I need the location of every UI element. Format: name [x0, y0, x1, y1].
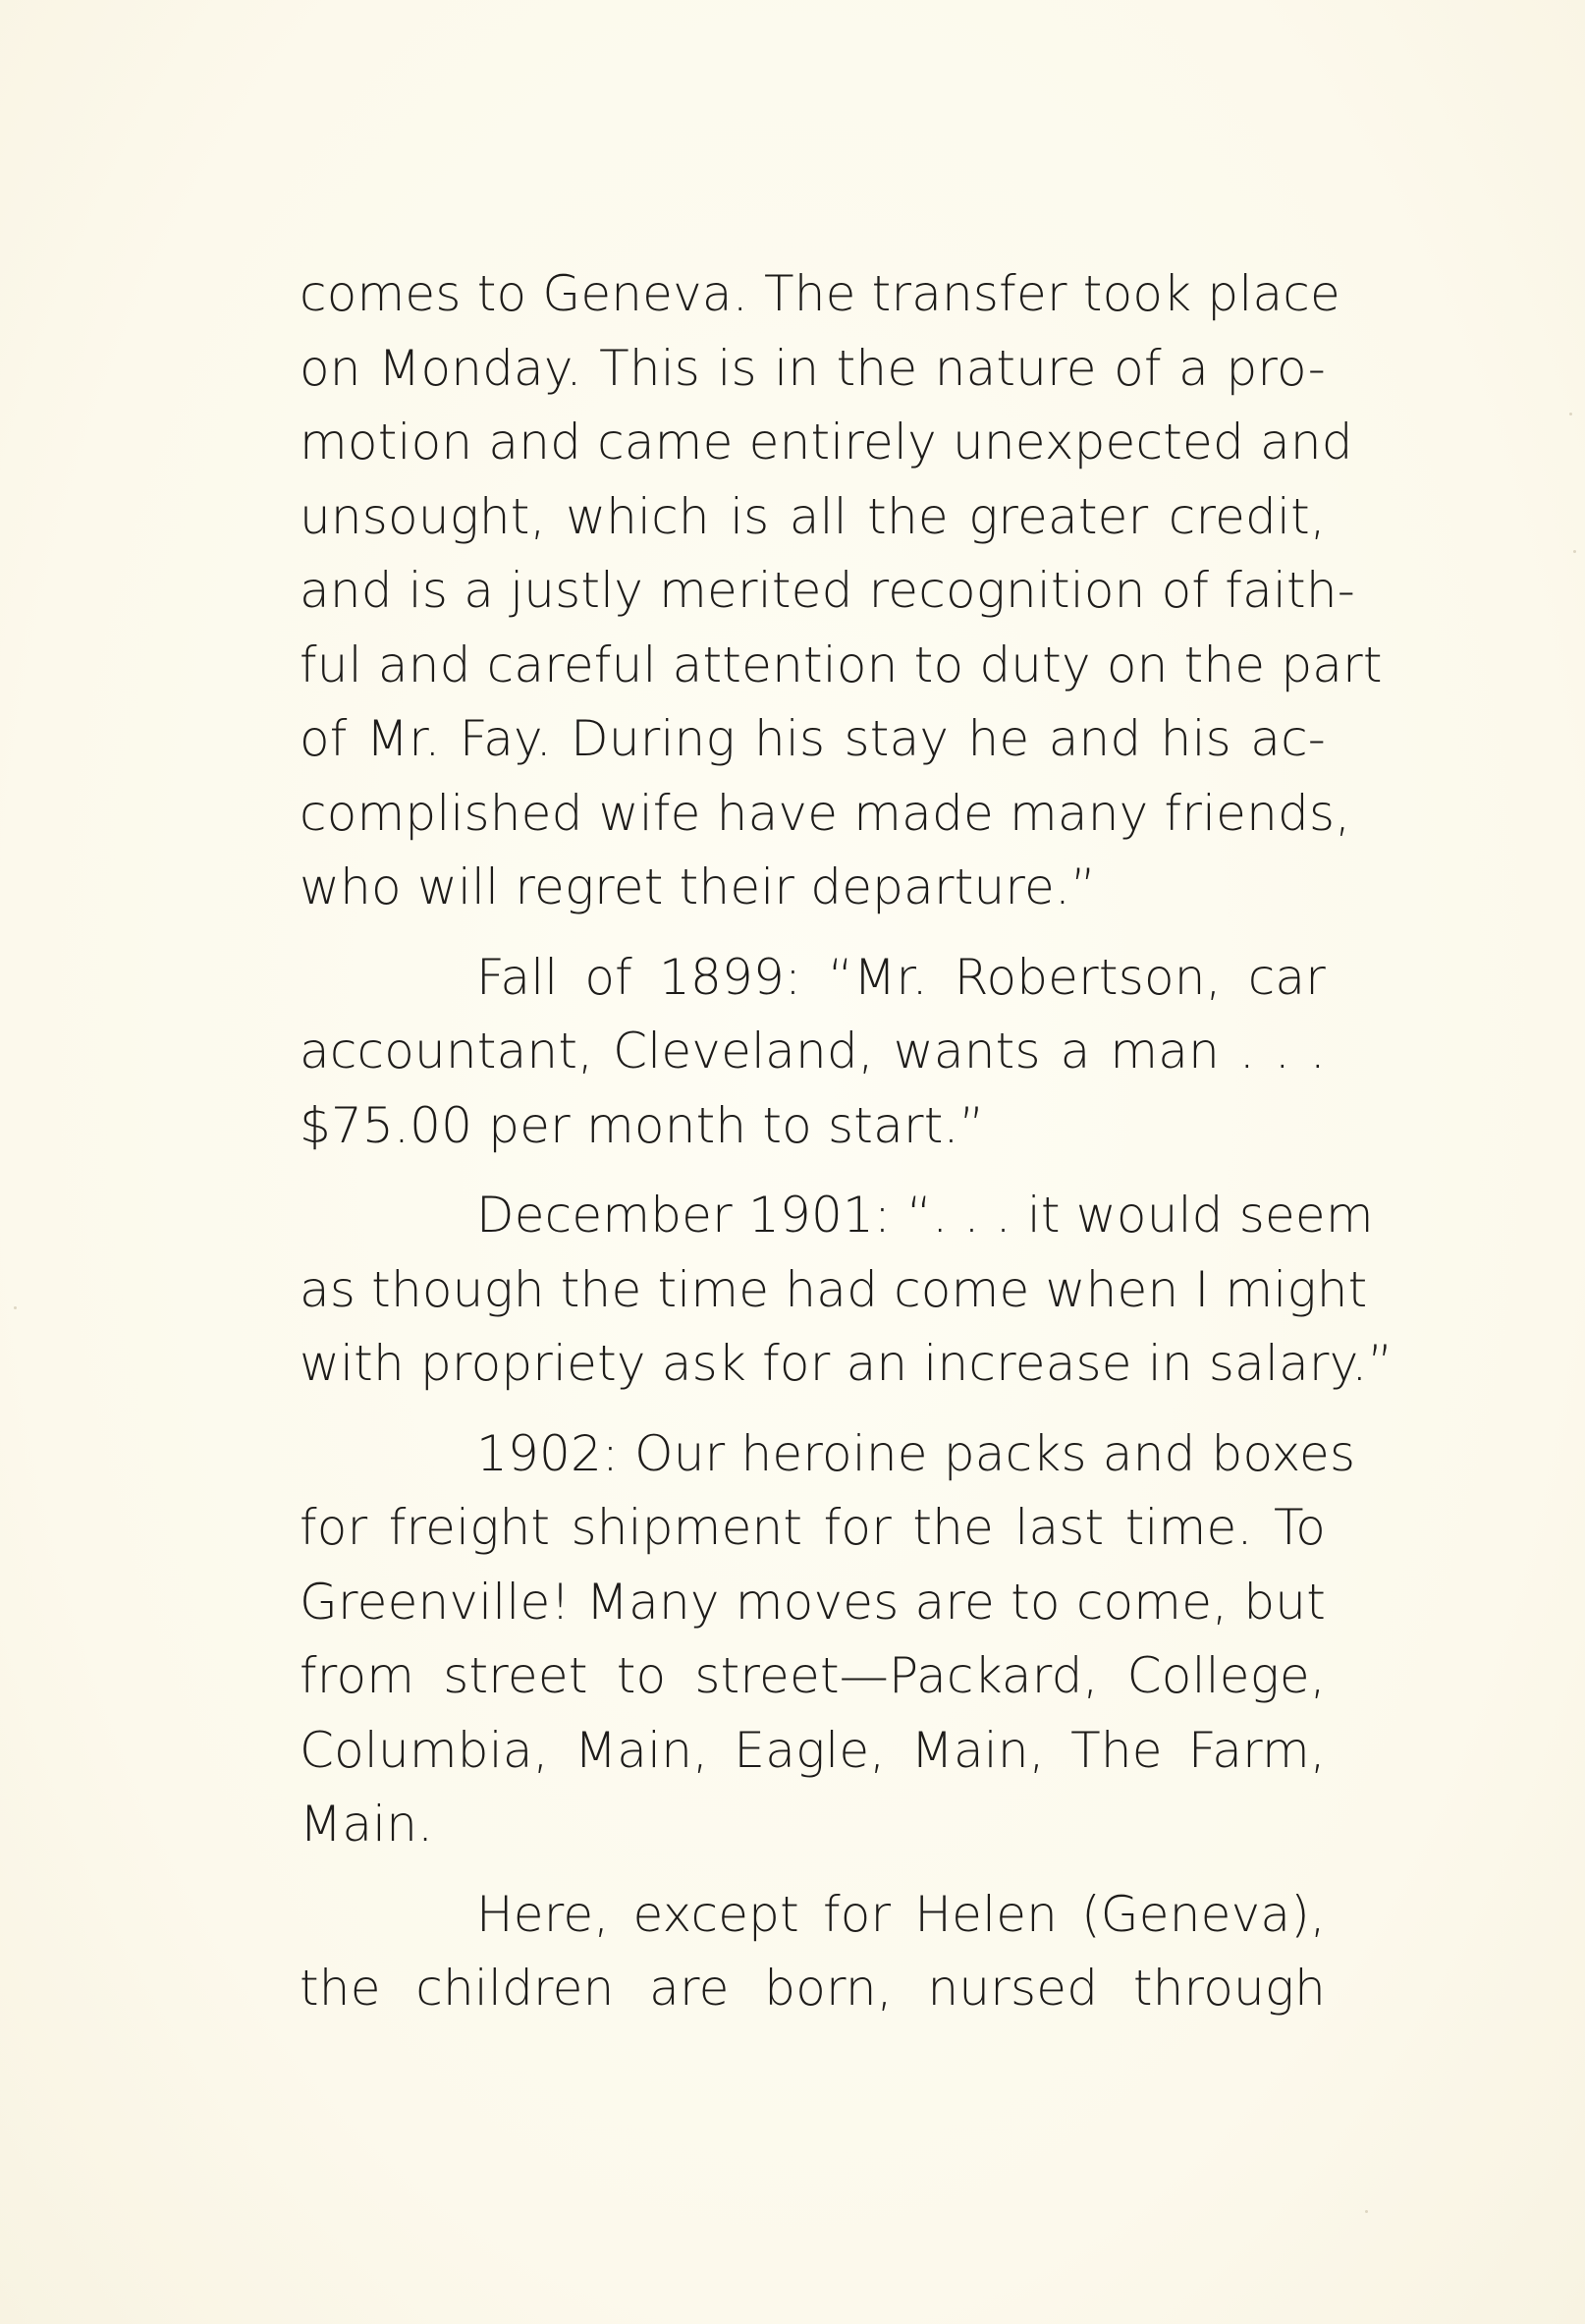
- text-line: ful and careful attention to duty on the part: [300, 636, 1383, 693]
- text-line: comes to Geneva. The transfer took place: [300, 265, 1340, 322]
- text-line: accountant, Cleveland, wants a man . . .: [300, 1023, 1326, 1079]
- paper-speck: [1573, 550, 1576, 553]
- text-line: and is a justly merited recognition of faith-: [300, 562, 1355, 619]
- text-line: motion and came entirely unexpected and: [300, 414, 1353, 470]
- text-line: from street to street—Packard, College,: [300, 1647, 1326, 1704]
- text-line: December 1901: “. . . it would seem: [476, 1187, 1374, 1244]
- text-line: who will regret their departure.”: [300, 858, 1097, 915]
- text-line: Greenville! Many moves are to come, but: [300, 1573, 1326, 1631]
- paragraph-fall-1899: [300, 941, 1326, 1164]
- paper-speck: [14, 1306, 17, 1309]
- text-line: Here, except for Helen (Geneva),: [476, 1885, 1326, 1943]
- paper-speck: [1569, 413, 1572, 415]
- text-line: Main.: [300, 1796, 434, 1853]
- text-line: $75.00 per month to start.”: [300, 1096, 985, 1154]
- text-line: with propriety ask for an increase in salary.”: [300, 1335, 1394, 1392]
- text-line: the children are born, nursed through: [300, 1960, 1326, 2017]
- text-line: Fall of 1899: “Mr. Robertson, car: [476, 948, 1326, 1006]
- text-line: as though the time had come when I might: [300, 1260, 1368, 1318]
- paragraph-transfer: [300, 257, 1383, 925]
- body-text: [300, 257, 1394, 2026]
- text-line: complished wife have made many friends,: [300, 784, 1351, 842]
- paper-speck: [1365, 2210, 1368, 2213]
- text-line: 1902: Our heroine packs and boxes: [476, 1424, 1356, 1482]
- text-line: on Monday. This is in the nature of a pro-: [300, 339, 1326, 397]
- text-line: Columbia, Main, Eagle, Main, The Farm,: [300, 1721, 1326, 1779]
- paragraph-children: [300, 1878, 1326, 2026]
- text-line: for freight shipment for the last time. To: [300, 1499, 1326, 1556]
- paragraph-1902: [300, 1417, 1356, 1862]
- paragraph-december-1901: [300, 1179, 1394, 1402]
- text-line: unsought, which is all the greater credit,: [300, 487, 1326, 545]
- text-line: of Mr. Fay. During his stay he and his ac-: [300, 710, 1326, 767]
